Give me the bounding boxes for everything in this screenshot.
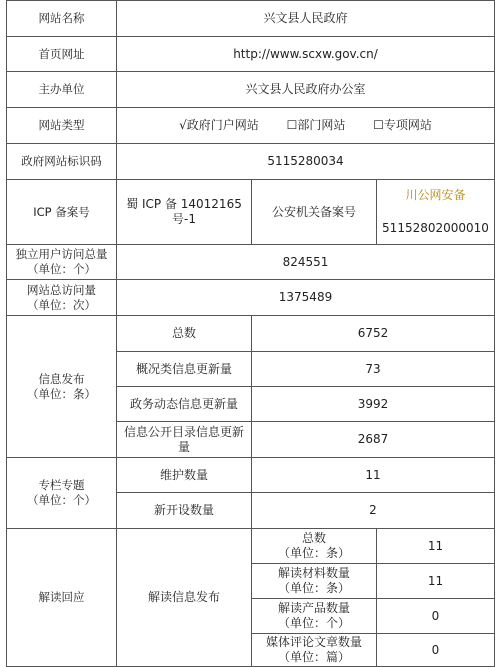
columns-row-value: 11 — [252, 458, 495, 493]
info-row-value: 6752 — [252, 316, 495, 352]
site-name-label: 网站名称 — [7, 1, 117, 37]
columns-label-line2: （单位：个） — [27, 493, 96, 507]
interp-row-label — [252, 634, 377, 667]
info-row-value: 2687 — [252, 422, 495, 458]
police-record-label: 公安机关备案号 — [252, 180, 377, 245]
row-site-id — [7, 144, 495, 180]
interp-row-label-line2: （单位：条） — [277, 581, 350, 595]
row-icp — [7, 180, 495, 245]
unique-visitors-label-line2: （单位：个） — [27, 262, 96, 276]
total-visits-label-line2: （单位：次） — [27, 297, 96, 312]
site-type-option-special: ☐专项网站 — [373, 118, 432, 132]
icp-label: ICP 备案号 — [7, 180, 117, 245]
interp-row-value: 11 — [377, 564, 495, 599]
row-site-name — [7, 1, 495, 37]
website-stats-table — [6, 0, 495, 667]
info-row-label: 信息公开目录信息更新量 — [117, 422, 252, 458]
info-row-label: 总数 — [117, 316, 252, 352]
site-type-option-portal: √政府门户网站 — [179, 118, 259, 132]
interp-row-label — [252, 599, 377, 634]
interp-row-value: 0 — [377, 599, 495, 634]
interp-row-label-line1: 总数 — [301, 531, 326, 545]
interp-row-value: 0 — [377, 634, 495, 667]
row-homepage — [7, 37, 495, 72]
report-document — [6, 0, 494, 664]
interp-row-label — [252, 564, 377, 599]
police-record-prefix: 川公网安备 — [405, 188, 466, 202]
row-info-total — [7, 316, 495, 352]
info-publish-label — [7, 316, 117, 458]
row-sponsor — [7, 72, 495, 108]
unique-visitors-value: 824551 — [117, 245, 495, 280]
total-visits-label — [7, 280, 117, 316]
columns-row-label: 新开设数量 — [117, 493, 252, 529]
columns-row-value: 2 — [252, 493, 495, 529]
interpretation-sub-label: 解读信息发布 — [117, 529, 252, 667]
columns-row-label: 维护数量 — [117, 458, 252, 493]
homepage-label: 首页网址 — [7, 37, 117, 72]
info-publish-label-line2: （单位：条） — [27, 386, 96, 401]
columns-label — [7, 458, 117, 529]
icp-value: 蜀 ICP 备 14012165 号-1 — [117, 180, 252, 245]
interp-row-label-line2: （单位：个） — [277, 616, 350, 630]
interp-row-label-line1: 媒体评论文章数量 — [265, 635, 362, 649]
site-type-options — [117, 108, 495, 144]
info-row-label: 政务动态信息更新量 — [117, 387, 252, 422]
unique-visitors-label-line1: 独立用户访问总量 — [15, 247, 108, 261]
interpretation-label: 解读回应 — [7, 529, 117, 667]
interp-row-label-line2: （单位：篇） — [277, 650, 350, 664]
police-record-number: 51152802000010 — [382, 221, 489, 235]
info-row-value: 73 — [252, 352, 495, 387]
site-type-option-department: ☐部门网站 — [286, 118, 346, 132]
site-type-label: 网站类型 — [7, 108, 117, 144]
info-publish-label-line1: 信息发布 — [38, 371, 85, 386]
interp-row-label-line1: 解读材料数量 — [277, 566, 350, 580]
site-name-value: 兴文县人民政府 — [117, 1, 495, 37]
site-id-label: 政府网站标识码 — [7, 144, 117, 180]
total-visits-label-line1: 网站总访问量 — [27, 282, 96, 297]
interp-row-label — [252, 529, 377, 564]
info-row-value: 3992 — [252, 387, 495, 422]
row-total-visits — [7, 280, 495, 316]
row-site-type — [7, 108, 495, 144]
sponsor-label: 主办单位 — [7, 72, 117, 108]
police-record-value — [377, 180, 495, 245]
row-columns-maintained — [7, 458, 495, 493]
row-unique-visitors — [7, 245, 495, 280]
info-row-label: 概况类信息更新量 — [117, 352, 252, 387]
total-visits-value: 1375489 — [117, 280, 495, 316]
interp-row-value: 11 — [377, 529, 495, 564]
unique-visitors-label — [7, 245, 117, 280]
interp-row-label-line2: （单位：条） — [277, 546, 350, 560]
sponsor-value: 兴文县人民政府办公室 — [117, 72, 495, 108]
homepage-value: http://www.scxw.gov.cn/ — [117, 37, 495, 72]
site-id-value: 5115280034 — [117, 144, 495, 180]
row-interp-total — [7, 529, 495, 564]
columns-label-line1: 专栏专题 — [38, 478, 85, 492]
interp-row-label-line1: 解读产品数量 — [277, 601, 350, 615]
